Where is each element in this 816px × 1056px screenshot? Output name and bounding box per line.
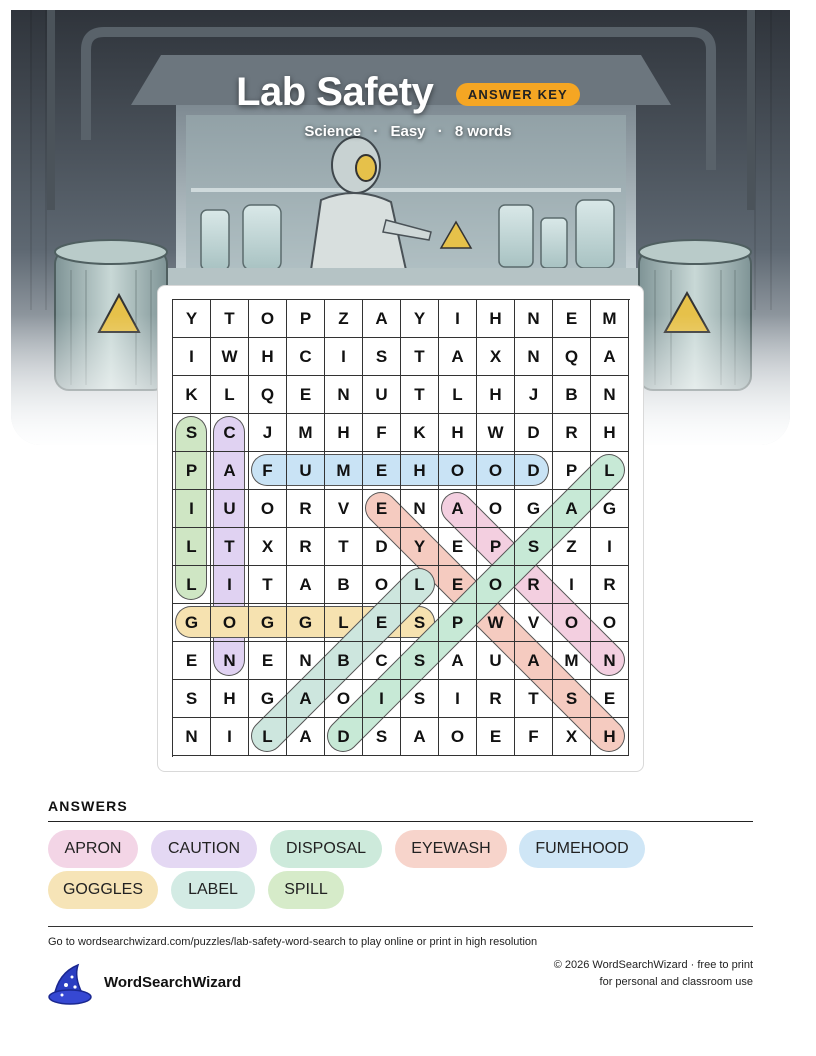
- grid-cell[interactable]: U: [211, 490, 249, 528]
- grid-cell[interactable]: O: [439, 452, 477, 490]
- grid-cell[interactable]: N: [325, 376, 363, 414]
- grid-cell[interactable]: B: [553, 376, 591, 414]
- grid-cell[interactable]: I: [211, 566, 249, 604]
- grid-cell[interactable]: S: [515, 528, 553, 566]
- grid-cell[interactable]: O: [477, 452, 515, 490]
- grid-cell[interactable]: L: [173, 566, 211, 604]
- grid-cell[interactable]: I: [439, 300, 477, 338]
- answer-chip-caution: CAUTION: [151, 830, 257, 868]
- grid-cell[interactable]: R: [591, 566, 629, 604]
- grid-cell[interactable]: I: [211, 718, 249, 756]
- grid-cell[interactable]: L: [249, 718, 287, 756]
- grid-cell[interactable]: A: [287, 566, 325, 604]
- grid-cell[interactable]: H: [211, 680, 249, 718]
- grid-cell[interactable]: L: [401, 566, 439, 604]
- grid-cell[interactable]: A: [287, 680, 325, 718]
- grid-cell[interactable]: Q: [553, 338, 591, 376]
- grid-cell[interactable]: V: [515, 604, 553, 642]
- grid-cell[interactable]: F: [363, 414, 401, 452]
- grid-cell[interactable]: Y: [173, 300, 211, 338]
- grid-cell[interactable]: X: [249, 528, 287, 566]
- grid-cell[interactable]: R: [287, 490, 325, 528]
- answer-chip-apron: APRON: [48, 830, 138, 868]
- grid-cell[interactable]: E: [591, 680, 629, 718]
- grid-cell[interactable]: D: [363, 528, 401, 566]
- grid-cell[interactable]: X: [553, 718, 591, 756]
- grid-cell[interactable]: C: [287, 338, 325, 376]
- grid-cell[interactable]: I: [591, 528, 629, 566]
- grid-cell[interactable]: Q: [249, 376, 287, 414]
- grid-cell[interactable]: E: [249, 642, 287, 680]
- grid-cell[interactable]: P: [439, 604, 477, 642]
- grid-cell[interactable]: N: [515, 338, 553, 376]
- grid-cell[interactable]: G: [249, 604, 287, 642]
- grid-cell[interactable]: Z: [553, 528, 591, 566]
- grid-cell[interactable]: W: [211, 338, 249, 376]
- grid-cell[interactable]: G: [249, 680, 287, 718]
- grid-cell[interactable]: W: [477, 604, 515, 642]
- grid-cell[interactable]: L: [211, 376, 249, 414]
- grid-cell[interactable]: K: [401, 414, 439, 452]
- divider: [48, 821, 753, 822]
- grid-cell[interactable]: A: [211, 452, 249, 490]
- grid-cell[interactable]: N: [591, 376, 629, 414]
- divider: [48, 926, 753, 927]
- grid-cell[interactable]: E: [477, 718, 515, 756]
- answer-chip-spill: SPILL: [268, 871, 344, 909]
- grid-cell[interactable]: P: [477, 528, 515, 566]
- grid-cell[interactable]: B: [325, 566, 363, 604]
- word-count-label: 8 words: [454, 123, 512, 140]
- grid-cell[interactable]: P: [287, 300, 325, 338]
- grid-cell[interactable]: G: [173, 604, 211, 642]
- grid-cell[interactable]: R: [287, 528, 325, 566]
- grid-cell[interactable]: T: [249, 566, 287, 604]
- grid-cell[interactable]: N: [287, 642, 325, 680]
- grid-cell[interactable]: A: [591, 338, 629, 376]
- grid-cell[interactable]: Z: [325, 300, 363, 338]
- puzzle-grid: [172, 299, 630, 757]
- answer-chip-fumehood: FUMEHOOD: [519, 830, 645, 868]
- grid-cell[interactable]: H: [477, 376, 515, 414]
- grid-cell[interactable]: G: [591, 490, 629, 528]
- puzzle-grid-wrapper: [172, 299, 629, 756]
- grid-cell[interactable]: F: [249, 452, 287, 490]
- grid-cell[interactable]: O: [553, 604, 591, 642]
- answer-chip-label: LABEL: [171, 871, 255, 909]
- grid-cell[interactable]: I: [173, 338, 211, 376]
- grid-cell[interactable]: T: [211, 528, 249, 566]
- grid-cell[interactable]: O: [591, 604, 629, 642]
- grid-cell[interactable]: O: [249, 300, 287, 338]
- grid-cell[interactable]: J: [515, 376, 553, 414]
- grid-cell[interactable]: F: [515, 718, 553, 756]
- grid-cell[interactable]: V: [325, 490, 363, 528]
- grid-cell[interactable]: L: [173, 528, 211, 566]
- grid-cell[interactable]: M: [553, 642, 591, 680]
- grid-cell[interactable]: Y: [401, 300, 439, 338]
- grid-cell[interactable]: O: [363, 566, 401, 604]
- grid-cell[interactable]: U: [287, 452, 325, 490]
- grid-cell[interactable]: L: [325, 604, 363, 642]
- grid-cell[interactable]: R: [515, 566, 553, 604]
- grid-cell[interactable]: U: [477, 642, 515, 680]
- grid-cell[interactable]: A: [439, 490, 477, 528]
- grid-cell[interactable]: T: [401, 376, 439, 414]
- grid-cell[interactable]: I: [363, 680, 401, 718]
- grid-cell[interactable]: T: [325, 528, 363, 566]
- answer-chip-disposal: DISPOSAL: [270, 830, 382, 868]
- page-title: Lab Safety: [236, 70, 434, 114]
- grid-cell[interactable]: D: [325, 718, 363, 756]
- grid-cell[interactable]: E: [439, 566, 477, 604]
- grid-cell[interactable]: A: [287, 718, 325, 756]
- answers-heading: ANSWERS: [48, 798, 128, 814]
- grid-cell[interactable]: J: [249, 414, 287, 452]
- grid-cell[interactable]: S: [401, 642, 439, 680]
- grid-cell[interactable]: O: [325, 680, 363, 718]
- grid-cell[interactable]: R: [553, 414, 591, 452]
- grid-cell[interactable]: A: [439, 642, 477, 680]
- grid-cell[interactable]: K: [173, 376, 211, 414]
- grid-cell[interactable]: A: [515, 642, 553, 680]
- grid-cell[interactable]: G: [515, 490, 553, 528]
- grid-cell[interactable]: M: [325, 452, 363, 490]
- grid-cell[interactable]: E: [363, 604, 401, 642]
- grid-cell[interactable]: H: [325, 414, 363, 452]
- grid-cell[interactable]: O: [249, 490, 287, 528]
- grid-cell[interactable]: E: [363, 490, 401, 528]
- grid-cell[interactable]: C: [363, 642, 401, 680]
- grid-cell[interactable]: T: [211, 300, 249, 338]
- grid-cell[interactable]: T: [401, 338, 439, 376]
- wizard-hat-logo-icon: [48, 963, 94, 1005]
- grid-cell[interactable]: B: [325, 642, 363, 680]
- grid-cell[interactable]: S: [401, 604, 439, 642]
- answer-key-badge: ANSWER KEY: [456, 83, 580, 106]
- footer-link-text[interactable]: Go to wordsearchwizard.com/puzzles/lab-safety-word-search to play online or print in high resolution: [48, 936, 538, 948]
- difficulty-label: Easy: [390, 123, 426, 140]
- grid-cell[interactable]: Y: [401, 528, 439, 566]
- grid-cell[interactable]: E: [173, 642, 211, 680]
- grid-cell[interactable]: C: [211, 414, 249, 452]
- grid-cell[interactable]: A: [401, 718, 439, 756]
- grid-cell[interactable]: A: [363, 300, 401, 338]
- grid-cell[interactable]: L: [439, 376, 477, 414]
- grid-cell[interactable]: N: [591, 642, 629, 680]
- grid-cell[interactable]: E: [439, 528, 477, 566]
- grid-cell[interactable]: D: [515, 452, 553, 490]
- grid-cell[interactable]: E: [287, 376, 325, 414]
- grid-cell[interactable]: S: [553, 680, 591, 718]
- title-row: [0, 70, 816, 115]
- grid-cell[interactable]: D: [515, 414, 553, 452]
- grid-cell[interactable]: N: [211, 642, 249, 680]
- grid-cell[interactable]: S: [173, 414, 211, 452]
- grid-cell[interactable]: A: [553, 490, 591, 528]
- grid-cell[interactable]: H: [401, 452, 439, 490]
- grid-cell[interactable]: M: [591, 300, 629, 338]
- copyright-text: © 2026 WordSearchWizard · free to print for personal and classroom use: [553, 959, 753, 988]
- grid-cell[interactable]: R: [477, 680, 515, 718]
- grid-cell[interactable]: I: [325, 338, 363, 376]
- grid-cell[interactable]: T: [515, 680, 553, 718]
- grid-cell[interactable]: O: [477, 566, 515, 604]
- grid-cell[interactable]: I: [439, 680, 477, 718]
- puzzle-meta: [0, 123, 816, 140]
- grid-cell[interactable]: I: [553, 566, 591, 604]
- meta-separator: ·: [373, 123, 379, 140]
- grid-cell[interactable]: O: [211, 604, 249, 642]
- grid-cell[interactable]: H: [591, 718, 629, 756]
- grid-cell[interactable]: N: [401, 490, 439, 528]
- answer-chip-eyewash: EYEWASH: [395, 830, 507, 868]
- grid-cell[interactable]: S: [173, 680, 211, 718]
- grid-cell[interactable]: A: [439, 338, 477, 376]
- answer-chip-goggles: GOGGLES: [48, 871, 158, 909]
- grid-cell[interactable]: H: [477, 300, 515, 338]
- grid-cell[interactable]: X: [477, 338, 515, 376]
- subject-label: Science: [304, 123, 362, 140]
- grid-cell[interactable]: I: [173, 490, 211, 528]
- grid-cell[interactable]: G: [287, 604, 325, 642]
- grid-cell[interactable]: P: [173, 452, 211, 490]
- grid-cell[interactable]: N: [173, 718, 211, 756]
- meta-separator: ·: [437, 123, 443, 140]
- grid-cell[interactable]: E: [553, 300, 591, 338]
- grid-cell[interactable]: M: [287, 414, 325, 452]
- grid-cell[interactable]: H: [249, 338, 287, 376]
- grid-cell[interactable]: S: [363, 338, 401, 376]
- grid-cell[interactable]: U: [363, 376, 401, 414]
- grid-cell[interactable]: H: [439, 414, 477, 452]
- brand-name: WordSearchWizard: [104, 974, 242, 991]
- grid-cell[interactable]: P: [553, 452, 591, 490]
- grid-cell[interactable]: H: [591, 414, 629, 452]
- grid-cell[interactable]: L: [591, 452, 629, 490]
- grid-cell[interactable]: N: [515, 300, 553, 338]
- grid-cell[interactable]: W: [477, 414, 515, 452]
- grid-cell[interactable]: O: [439, 718, 477, 756]
- grid-cell[interactable]: S: [401, 680, 439, 718]
- grid-cell[interactable]: E: [363, 452, 401, 490]
- grid-cell[interactable]: S: [363, 718, 401, 756]
- grid-cell[interactable]: O: [477, 490, 515, 528]
